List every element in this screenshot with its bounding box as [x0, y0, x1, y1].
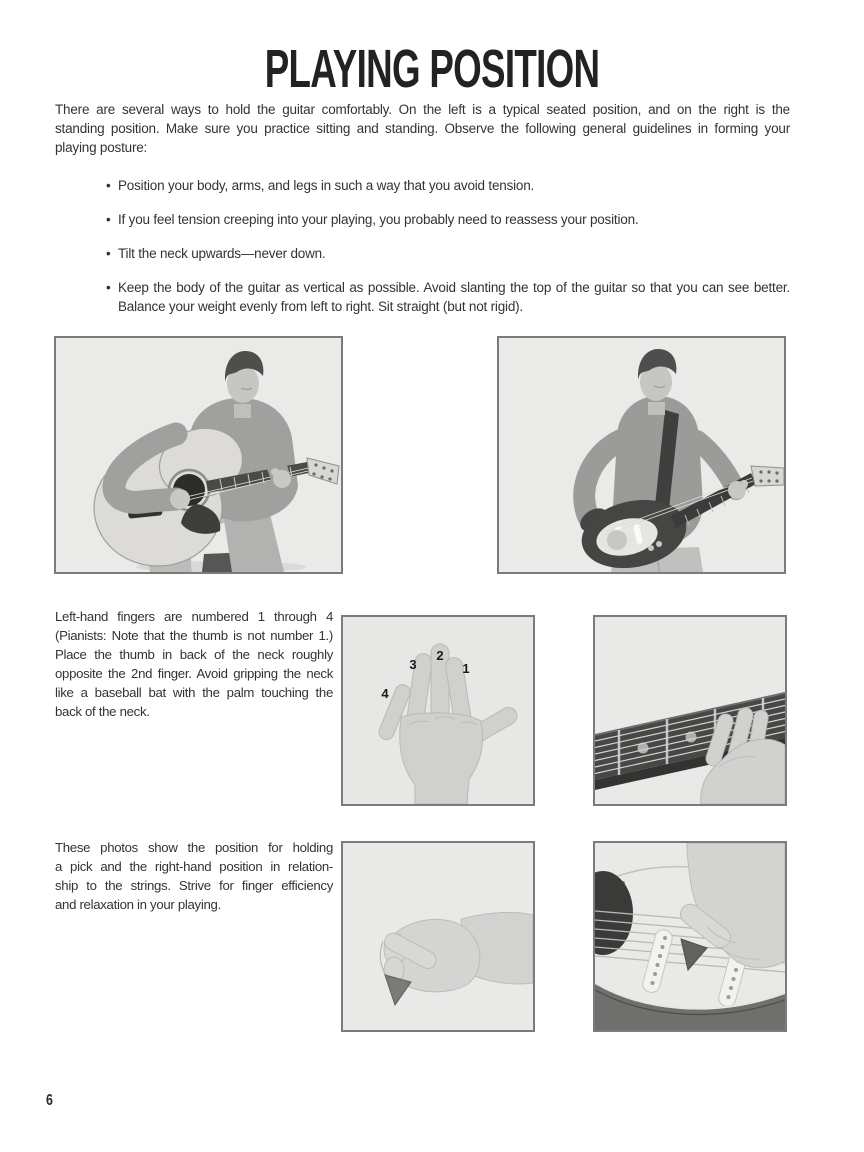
page-number: 6	[46, 1092, 53, 1109]
intro-paragraph	[55, 100, 790, 157]
guideline-item-2	[106, 210, 790, 229]
guideline-text: Position your body, arms, and legs in such a way that you avoid tension.	[118, 178, 535, 193]
photo-neck-hand-position	[593, 615, 787, 806]
guideline-text: Tilt the neck upwards—never down.	[118, 246, 326, 261]
bullet-marker: •	[106, 212, 111, 227]
paragraph-line: Left-hand fingers are numbered 1 through 4	[55, 609, 333, 624]
guideline-item-1	[106, 176, 790, 195]
guideline-text: Balance your weight evenly from left to right. Sit straight (but not rigid).	[118, 299, 523, 314]
photo-left-hand-finger-numbers	[341, 615, 535, 806]
pick-paragraph	[55, 838, 333, 914]
guidelines-list	[106, 176, 790, 331]
page-title	[0, 39, 864, 99]
pick-grip-illustration	[343, 843, 533, 1030]
guideline-text: If you feel tension creeping into your playing, you probably need to reassess your position.	[118, 212, 639, 227]
paragraph-line: ship to the strings. Strive for finger efficiency	[55, 878, 333, 893]
strumming-hand	[677, 843, 785, 970]
headstock	[751, 466, 784, 486]
neck-grip-illustration	[595, 617, 785, 804]
paragraph-line: and relaxation in your playing.	[55, 897, 221, 912]
photo-seated-position	[54, 336, 343, 574]
strumming-hand	[607, 530, 627, 550]
page-title-text: PLAYING POSITION	[264, 39, 600, 99]
intro-line-3: playing posture:	[55, 140, 148, 155]
paragraph-line: back of the neck.	[55, 704, 150, 719]
bullet-marker: •	[106, 178, 111, 193]
bullet-marker: •	[106, 246, 111, 261]
finger-label-1: 1	[462, 661, 470, 676]
finger-label-3: 3	[409, 657, 417, 672]
intro-line-2: standing position. Make sure you practice sitting and standing. Observe the following general guidelines in forming your	[55, 121, 790, 136]
guideline-item-3	[106, 244, 790, 263]
strumming-hand-illustration	[595, 843, 785, 1030]
seated-acoustic-illustration	[56, 338, 341, 572]
bullet-marker: •	[106, 280, 111, 295]
strumming-hand	[170, 489, 190, 509]
paragraph-line: a pick and the right-hand position in relation-	[55, 859, 333, 874]
finger-label-4: 4	[381, 686, 389, 701]
photo-right-hand-over-strings	[593, 841, 787, 1032]
photo-standing-position	[497, 336, 786, 574]
guideline-item-4	[106, 278, 790, 316]
photo-pick-grip	[341, 841, 535, 1032]
paragraph-line: Place the thumb in back of the neck roughly	[55, 647, 333, 662]
paragraph-line: (Pianists: Note that the thumb is not number 1.)	[55, 628, 333, 643]
guideline-text: Keep the body of the guitar as vertical as possible. Avoid slanting the top of the guitar so that you can see better.	[118, 280, 790, 295]
finger-label-2: 2	[436, 648, 444, 663]
paragraph-line: These photos show the position for holding	[55, 840, 333, 855]
paragraph-line: opposite the 2nd finger. Avoid gripping the neck	[55, 666, 333, 681]
left-hand-paragraph	[55, 607, 333, 721]
paragraph-line: like a baseball bat with the palm touching the	[55, 685, 333, 700]
standing-electric-illustration	[499, 338, 784, 572]
intro-line-1: There are several ways to hold the guitar comfortably. On the left is a typical seated position, and on the right is the	[55, 102, 790, 117]
finger-numbers-illustration	[343, 617, 533, 804]
